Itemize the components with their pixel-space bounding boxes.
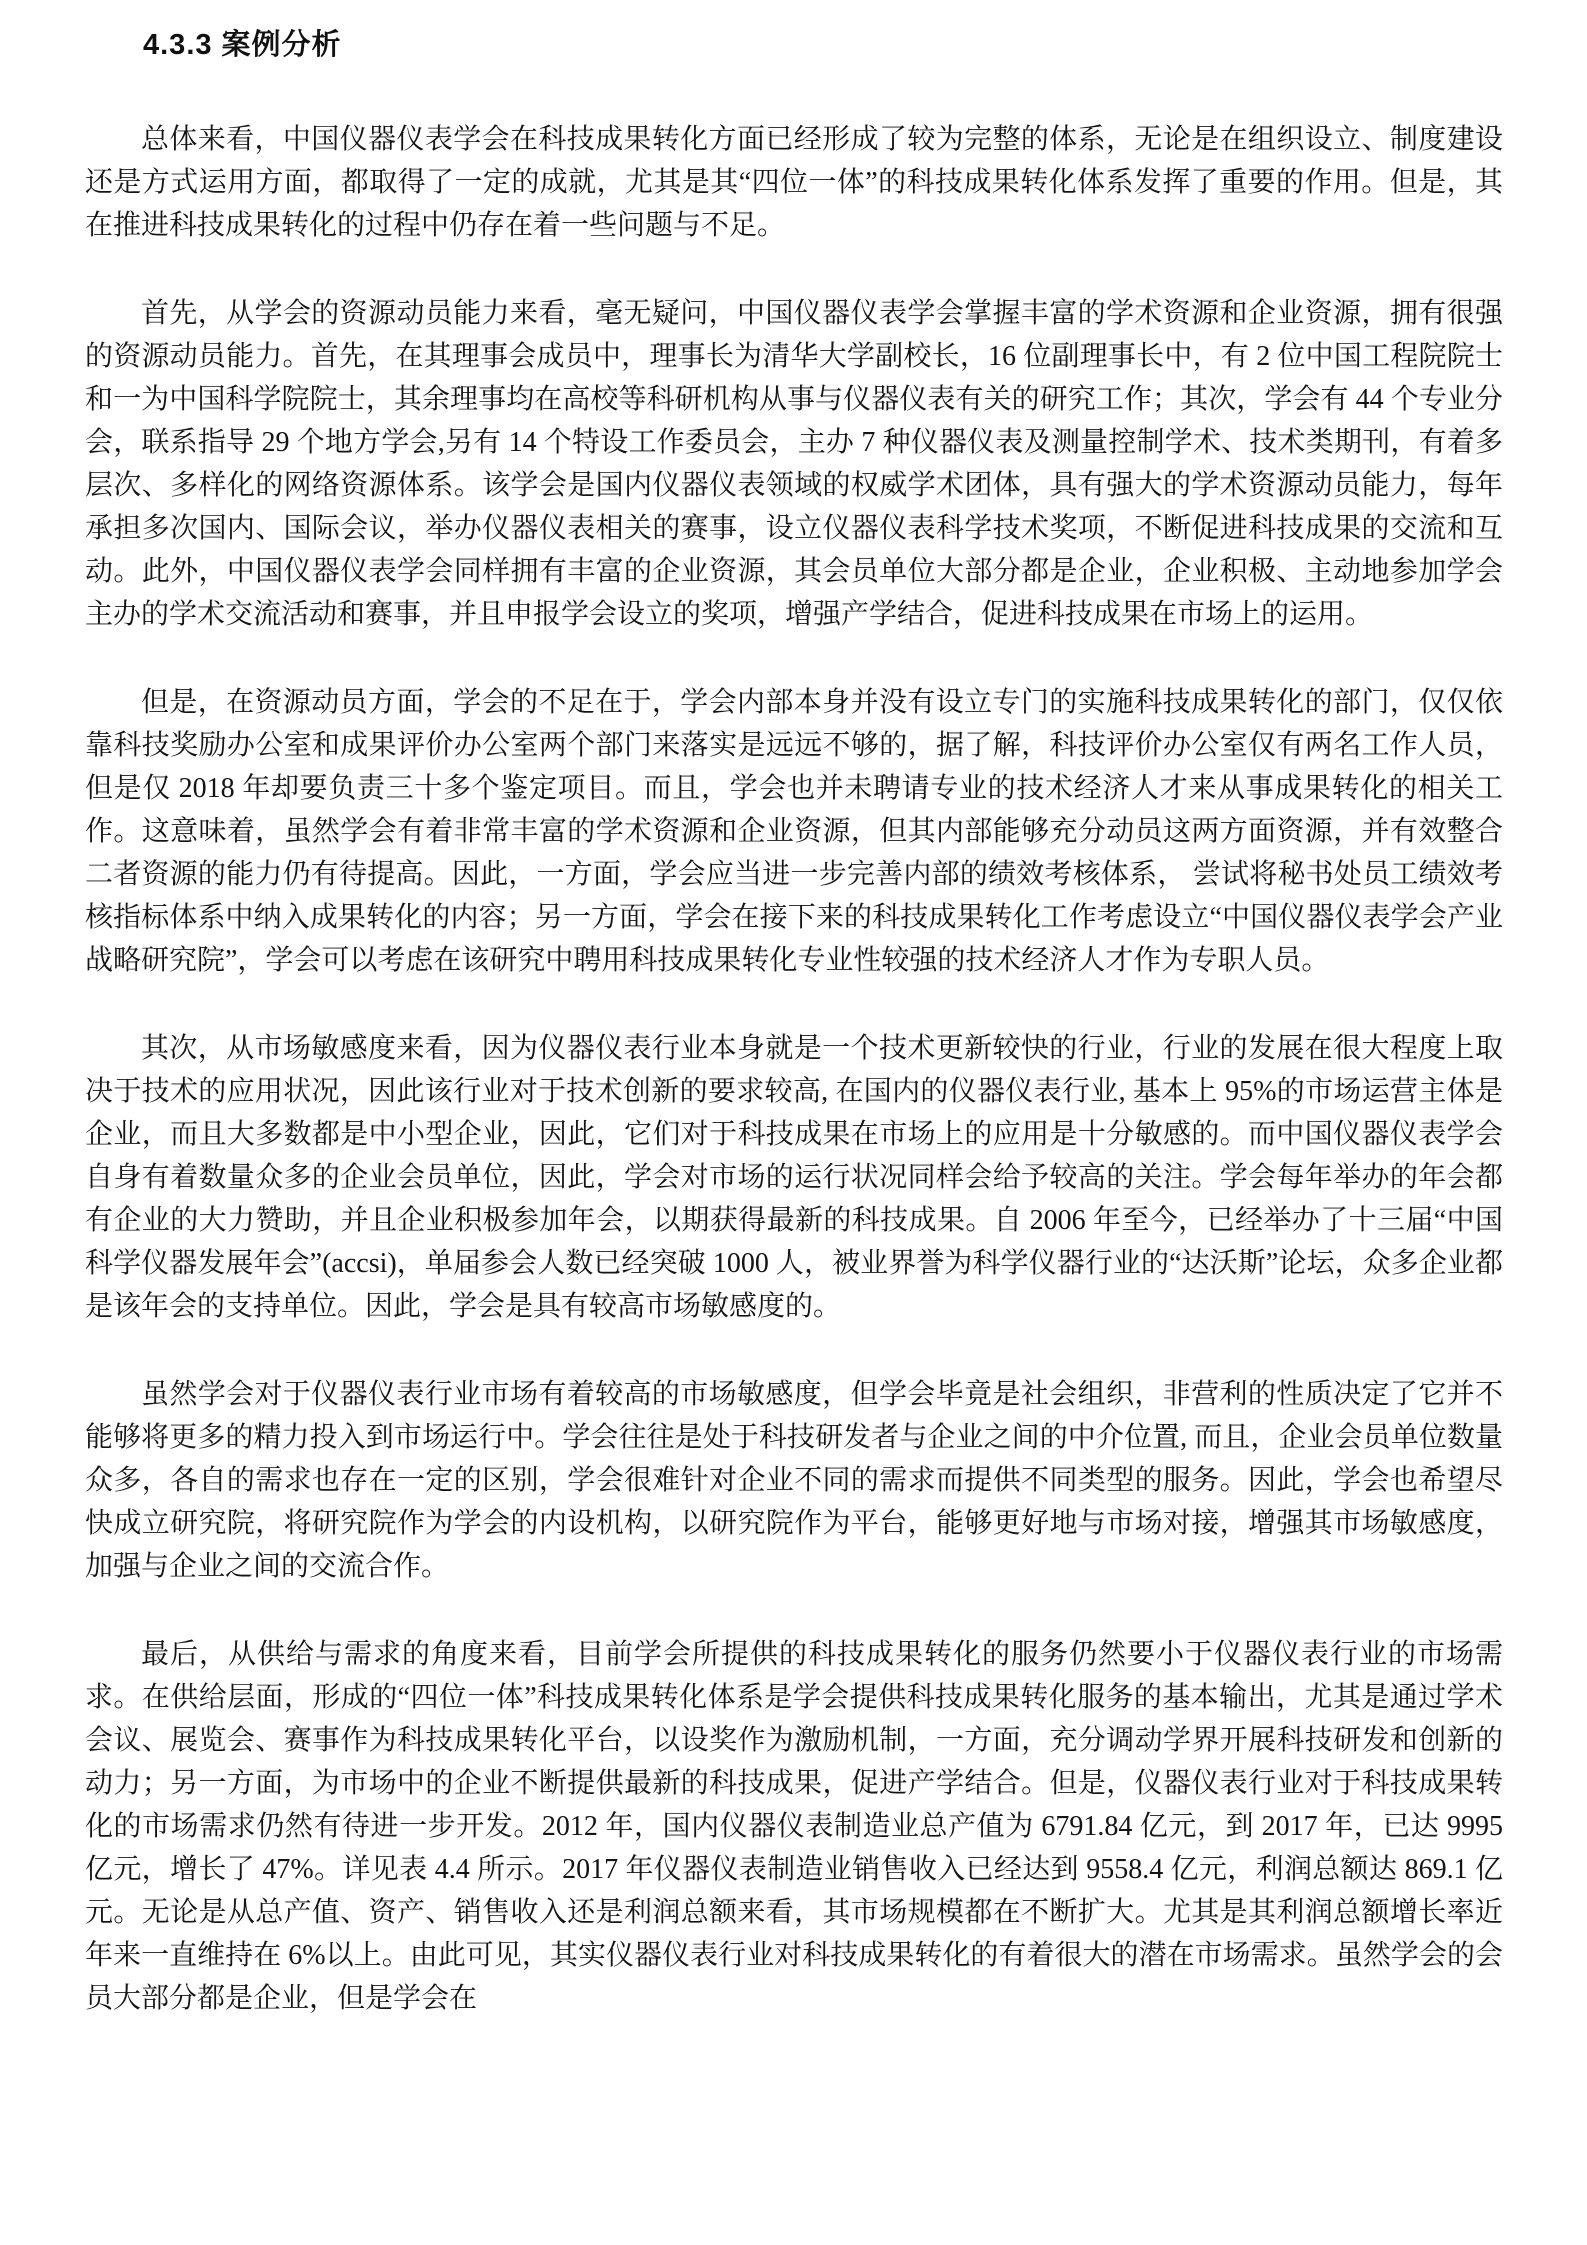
paragraph-market-sensitivity: 其次，从市场敏感度来看，因为仪器仪表行业本身就是一个技术更新较快的行业，行业的发展在很大程度上取决于技术的应用状况，因此该行业对于技术创新的要求较高, 在国内的仪器仪表行业, 基本上 95%的市场运营主体是企业，而且大多数都是中小型企业，因此，它们对于科技成果在市场上的应用是十分敏感的。而中国仪器仪表学会自身有着数量众多的企业会员单位，因此，学会对市场的运行状况同样会给予较高的关注。学会每年举办的年会都有企业的大力赞助，并且企业积极参加年会，以期获得最新的科技成果。自 2006 年至今，已经举办了十三届“中国科学仪器发展年会”(accsi)，单届参会人数已经突破 1000 人，被业界誉为科学仪器行业的“达沃斯”论坛，众多企业都是该年会的支持单位。因此，学会是具有较高市场敏感度的。	[85, 1033, 1503, 1322]
paragraph-resource-mobilization-weaknesses: 但是，在资源动员方面，学会的不足在于，学会内部本身并没有设立专门的实施科技成果转化的部门，仅仅依靠科技奖励办公室和成果评价办公室两个部门来落实是远远不够的，据了解，科技评价办公室仅有两名工作人员，但是仅 2018 年却要负责三十多个鉴定项目。而且，学会也并未聘请专业的技术经济人才来从事成果转化的相关工作。这意味着，虽然学会有着非常丰富的学术资源和企业资源，但其内部能够充分动员这两方面资源，并有效整合二者资源的能力仍有待提高。因此，一方面，学会应当进一步完善内部的绩效考核体系， 尝试将秘书处员工绩效考核指标体系中纳入成果转化的内容；另一方面，学会在接下来的科技成果转化工作考虑设立“中国仪器仪表学会产业战略研究院”，学会可以考虑在该研究中聘用科技成果转化专业性较强的技术经济人才作为专职人员。	[85, 687, 1503, 976]
paragraph-resource-mobilization-strengths: 首先，从学会的资源动员能力来看，毫无疑问，中国仪器仪表学会掌握丰富的学术资源和企业资源，拥有很强的资源动员能力。首先，在其理事会成员中，理事长为清华大学副校长，16 位副理事长中，有 2 位中国工程院院士和一为中国科学院院士，其余理事均在高校等科研机构从事与仪器仪表有关的研究工作；其次，学会有 44 个专业分会，联系指导 29 个地方学会,另有 14 个特设工作委员会，主办 7 种仪器仪表及测量控制学术、技术类期刊，有着多层次、多样化的网络资源体系。该学会是国内仪器仪表领域的权威学术团体，具有强大的学术资源动员能力，每年承担多次国内、国际会议，举办仪器仪表相关的赛事，设立仪器仪表科学技术奖项，不断促进科技成果的交流和互动。此外，中国仪器仪表学会同样拥有丰富的企业资源，其会员单位大部分都是企业，企业积极、主动地参加学会主办的学术交流活动和赛事，并且申报学会设立的奖项，增强产学结合，促进科技成果在市场上的运用。	[85, 298, 1503, 630]
section-heading: 4.3.3 案例分析	[143, 29, 342, 61]
paragraph-overview: 总体来看，中国仪器仪表学会在科技成果转化方面已经形成了较为完整的体系，无论是在组织设立、制度建设还是方式运用方面，都取得了一定的成就，尤其是其“四位一体”的科技成果转化体系发挥了重要的作用。但是，其在推进科技成果转化的过程中仍存在着一些问题与不足。	[85, 124, 1503, 241]
paragraph-supply-demand: 最后，从供给与需求的角度来看，目前学会所提供的科技成果转化的服务仍然要小于仪器仪表行业的市场需求。在供给层面，形成的“四位一体”科技成果转化体系是学会提供科技成果转化服务的基本输出，尤其是通过学术会议、展览会、赛事作为科技成果转化平台，以设奖作为激励机制，一方面，充分调动学界开展科技研发和创新的动力；另一方面，为市场中的企业不断提供最新的科技成果，促进产学结合。但是，仪器仪表行业对于科技成果转化的市场需求仍然有待进一步开发。2012 年，国内仪器仪表制造业总产值为 6791.84 亿元，到 2017 年，已达 9995 亿元，增长了 47%。详见表 4.4 所示。2017 年仪器仪表制造业销售收入已经达到 9558.4 亿元，利润总额达 869.1 亿元。无论是从总产值、资产、销售收入还是利润总额来看，其市场规模都在不断扩大。尤其是其利润总额增长率近年来一直维持在 6%以上。由此可见，其实仪器仪表行业对科技成果转化的有着很大的潜在市场需求。虽然学会的会员大部分都是企业，但是学会在	[85, 1639, 1503, 2014]
paragraph-market-sensitivity-limits: 虽然学会对于仪器仪表行业市场有着较高的市场敏感度，但学会毕竟是社会组织，非营利的性质决定了它并不能够将更多的精力投入到市场运行中。学会往往是处于科技研发者与企业之间的中介位置, 而且，企业会员单位数量众多，各自的需求也存在一定的区别，学会很难针对企业不同的需求而提供不同类型的服务。因此，学会也希望尽快成立研究院，将研究院作为学会的内设机构，以研究院作为平台，能够更好地与市场对接，增强其市场敏感度，加强与企业之间的交流合作。	[85, 1379, 1503, 1582]
